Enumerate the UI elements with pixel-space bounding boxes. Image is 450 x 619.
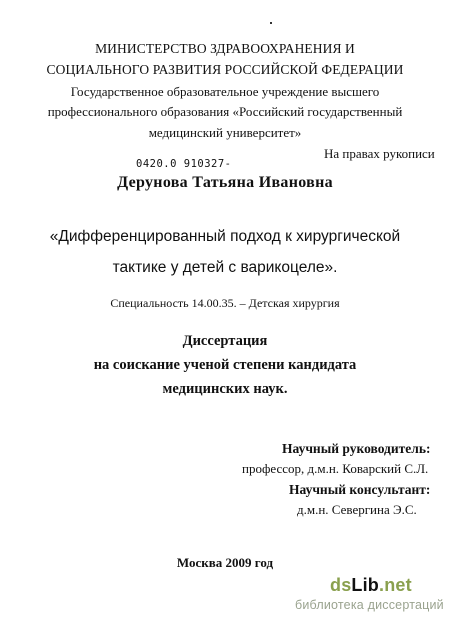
stamp-number: 0420.0 910327- xyxy=(136,158,232,170)
author-name: Дерунова Татьяна Ивановна xyxy=(117,174,333,191)
dissertation-title-line-1: «Дифференцированный подход к хирургической xyxy=(49,228,401,245)
manuscript-note: На правах рукописи xyxy=(324,146,435,161)
advisor-name: профессор, д.м.н. Коварский С.Л. xyxy=(242,461,429,476)
ministry-line-1: МИНИСТЕРСТВО ЗДРАВООХРАНЕНИЯ И xyxy=(95,41,355,56)
degree-line-3: медицинских наук. xyxy=(162,381,288,397)
advisor-label: Научный руководитель: xyxy=(282,441,431,456)
degree-line-1: Диссертация xyxy=(182,333,268,349)
consultant-name: д.м.н. Севергина Э.С. xyxy=(297,502,417,517)
degree-line-2: на соискание ученой степени кандидата xyxy=(93,357,357,373)
logo-ds: ds xyxy=(330,575,352,595)
specialty: Специальность 14.00.35. – Детская хирургия xyxy=(110,296,340,310)
scan-speck xyxy=(270,22,272,24)
institution-line-3: медицинский университет» xyxy=(148,125,302,140)
dslib-subtitle: библиотека диссертаций xyxy=(295,598,444,612)
institution-line-1: Государственное образовательное учреждение высшего xyxy=(70,84,380,99)
ministry-line-2: СОЦИАЛЬНОГО РАЗВИТИЯ РОССИЙСКОЙ ФЕДЕРАЦИИ xyxy=(46,62,404,77)
city-year: Москва 2009 год xyxy=(176,555,274,570)
consultant-label: Научный консультант: xyxy=(289,482,431,497)
logo-net: .net xyxy=(379,575,412,595)
dissertation-title-line-2: тактике у детей с варикоцеле». xyxy=(112,259,338,276)
institution-line-2: профессионального образования «Российский государственный xyxy=(47,104,403,119)
dslib-logo[interactable] xyxy=(330,575,412,596)
logo-lib: Lib xyxy=(351,575,379,595)
